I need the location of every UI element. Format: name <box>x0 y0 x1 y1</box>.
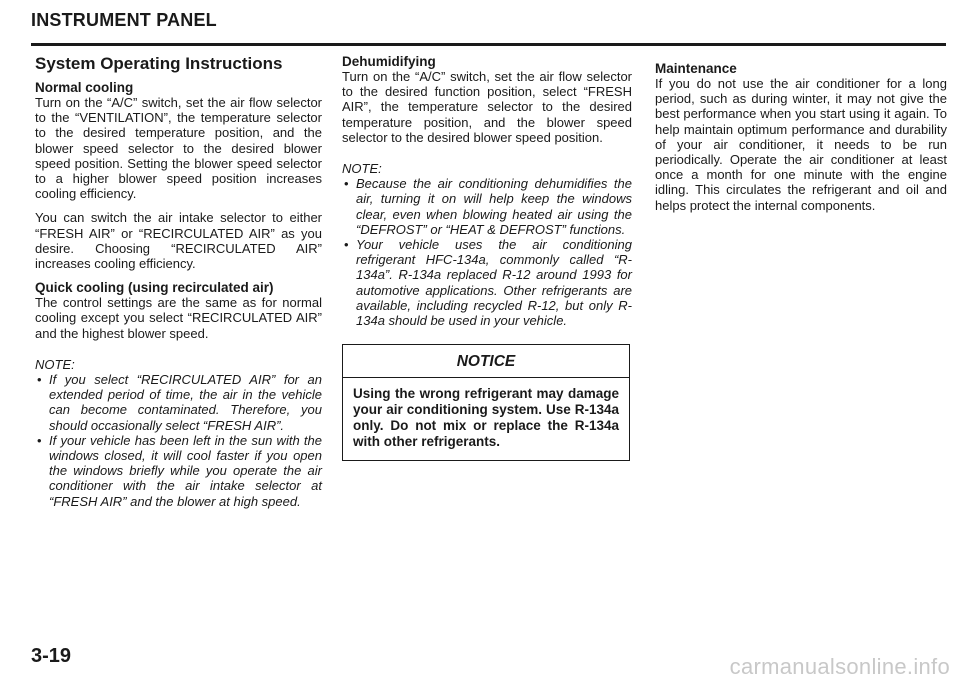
column-left <box>35 54 322 513</box>
section-title: System Operating Instructions <box>35 54 283 73</box>
normal-cooling-heading: Normal cooling <box>35 80 134 95</box>
dehumidifying-paragraph: Turn on the “A/C” switch, set the air flow selector to the desired function position, select “FRESH AIR”, the temperature selector to the desired temperature position, and the blower speed selector to the desired blower speed position. <box>342 69 632 145</box>
watermark: carmanualsonline.info <box>729 654 950 679</box>
note-item: • Your vehicle uses the air conditioning refrigerant HFC-134a, commonly called “R-134a”. R-134a replaced R-12 around 1993 for automotive applications. Other refrigerants are available, including recycled R-12, but only R-134a should be used in your vehicle. <box>356 237 632 328</box>
quick-cooling-heading: Quick cooling (using recirculated air) <box>35 280 274 296</box>
maintenance-heading: Maintenance <box>655 61 737 76</box>
note-item: • If you select “RECIRCULATED AIR” for an extended period of time, the air in the vehicle can become contaminated. Therefore, you should occasionally select “FRESH AIR”. <box>49 372 322 433</box>
note-label: NOTE: <box>35 356 75 372</box>
column-middle <box>342 54 632 461</box>
note-item: • If your vehicle has been left in the sun with the windows closed, it will cool faster if you open the windows briefly while you operate the air conditioner with the air intake selector at “FRESH AIR” and the blower at high speed. <box>49 433 322 509</box>
page-number: 3-19 <box>31 645 72 667</box>
header-rule <box>31 43 946 46</box>
notice-box <box>342 344 630 461</box>
note-item: • Because the air conditioning dehumidifies the air, turning it on will help keep the windows clear, even when blowing heated air using the “DEFROST” or “HEAT & DEFROST” functions. <box>356 176 632 237</box>
note-label: NOTE: <box>342 161 382 177</box>
notice-body: Using the wrong refrigerant may damage your air conditioning system. Use R-134a only. Do not mix or replace the R-134a with other refrigerants. <box>353 386 619 450</box>
normal-cooling-paragraph-2: You can switch the air intake selector to either “FRESH AIR” or “RECIRCULATED AIR” as you desire. Choosing “RECIRCULATED AIR” increases cooling efficiency. <box>35 210 322 272</box>
note-list <box>342 176 632 328</box>
column-right <box>655 61 947 222</box>
quick-cooling-paragraph: The control settings are the same as for normal cooling except you select “RECIRCULATED AIR” and the highest blower speed. <box>35 295 322 341</box>
dehumidifying-heading: Dehumidifying <box>342 54 436 69</box>
page-header: INSTRUMENT PANEL <box>31 10 217 30</box>
maintenance-paragraph: If you do not use the air conditioner for a long period, such as during winter, it may not give the best performance when you start using it again. To help maintain optimum performance and durability of your air conditioner, it needs to be run periodically. Operate the air conditioner at least once a month for one minute with the engine idling. This circulates the refrigerant and oil and helps protect the internal components. <box>655 76 947 213</box>
normal-cooling-paragraph-1: Turn on the “A/C” switch, set the air flow selector to the “VENTILATION”, the temperature selector to the desired temperature position, and the blower speed selector to the desired blower speed position. Setting the blower speed selector to a higher blower speed position increases cooling efficiency. <box>35 95 322 202</box>
notice-title: NOTICE <box>343 345 629 378</box>
note-list <box>35 372 322 509</box>
